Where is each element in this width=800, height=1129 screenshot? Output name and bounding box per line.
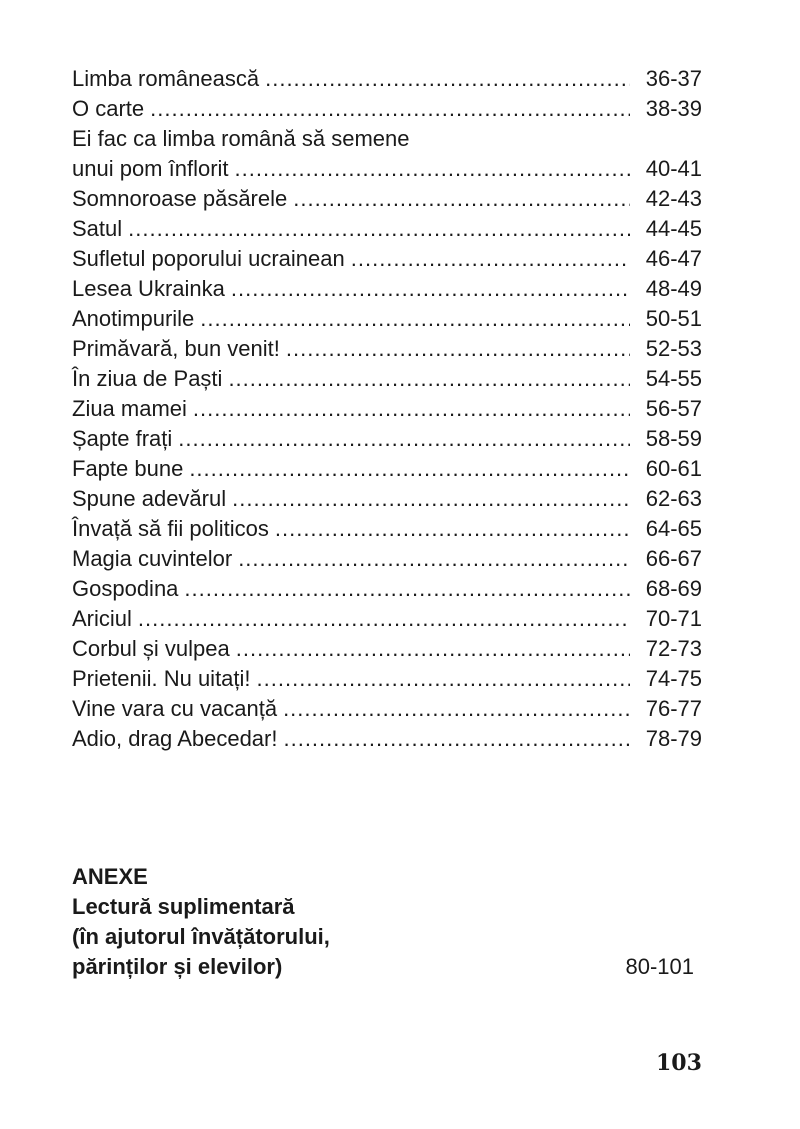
dot-leader xyxy=(184,574,630,604)
dot-leader xyxy=(193,394,630,424)
dot-leader xyxy=(238,544,630,574)
annex-subtitle-line: părinților și elevilor) xyxy=(72,954,283,979)
page-number: 103 xyxy=(656,1050,702,1076)
toc-entry-title: Prietenii. Nu uitați! xyxy=(72,666,251,691)
dot-leader xyxy=(138,604,630,634)
toc-entry xyxy=(72,604,702,634)
toc-entry-title: Fapte bune xyxy=(72,456,184,481)
toc-entry-title: Somnoroase păsărele xyxy=(72,186,288,211)
toc-entry xyxy=(72,394,702,424)
toc-entry xyxy=(72,694,702,724)
dot-leader xyxy=(128,214,630,244)
toc-entry-title: Șapte frați xyxy=(72,426,173,451)
toc-entry-pages: 70-71 xyxy=(645,606,702,631)
toc-entry xyxy=(72,484,702,514)
toc-entry-title: Ariciul xyxy=(72,606,132,631)
annex-page-range: 80-101 xyxy=(625,954,694,979)
annex-last-line xyxy=(72,952,702,982)
toc-entry xyxy=(72,244,702,274)
toc-entry xyxy=(72,634,702,664)
toc-entry-title: Gospodina xyxy=(72,576,179,601)
toc-entry-title: Adio, drag Abecedar! xyxy=(72,726,278,751)
dot-leader xyxy=(232,484,630,514)
toc-entry-pages: 46-47 xyxy=(645,246,702,271)
toc-entry-title: unui pom înflorit xyxy=(72,156,229,181)
toc-entry xyxy=(72,424,702,454)
toc-entry-title: Spune adevărul xyxy=(72,486,227,511)
toc-entry-pages: 60-61 xyxy=(645,456,702,481)
toc-entry-title: Sufletul poporului ucrainean xyxy=(72,246,345,271)
dot-leader xyxy=(236,634,630,664)
toc-entry xyxy=(72,334,702,364)
toc-entry-title: Primăvară, bun venit! xyxy=(72,336,280,361)
dot-leader xyxy=(257,664,630,694)
annex-heading: ANEXE xyxy=(72,864,148,889)
toc-entry-title: Magia cuvintelor xyxy=(72,546,233,571)
toc-entry-pages: 72-73 xyxy=(645,636,702,661)
table-of-contents xyxy=(72,64,702,754)
toc-entry-title: Ei fac ca limba română să semene xyxy=(72,126,410,151)
toc-entry-pages: 44-45 xyxy=(645,216,702,241)
toc-entry-pages: 62-63 xyxy=(645,486,702,511)
toc-entry-pages: 78-79 xyxy=(645,726,702,751)
toc-entry-pages: 50-51 xyxy=(645,306,702,331)
annex-section xyxy=(72,862,702,982)
toc-entry-pages: 66-67 xyxy=(645,546,702,571)
annex-subtitle-line: Lectură suplimentară xyxy=(72,894,295,919)
annex-subtitle-line: (în ajutorul învățătorului, xyxy=(72,924,330,949)
toc-entry-pages: 52-53 xyxy=(645,336,702,361)
toc-entry xyxy=(72,154,702,184)
toc-entry-title: Anotimpurile xyxy=(72,306,195,331)
toc-entry-title: O carte xyxy=(72,96,145,121)
toc-entry-pages: 76-77 xyxy=(645,696,702,721)
toc-entry-title: În ziua de Paști xyxy=(72,366,223,391)
dot-leader xyxy=(235,154,630,184)
toc-entry-title: Lesea Ukrainka xyxy=(72,276,225,301)
toc-entry-pages: 38-39 xyxy=(645,96,702,121)
toc-entry xyxy=(72,724,702,754)
toc-entry-title: Corbul și vulpea xyxy=(72,636,230,661)
toc-entry xyxy=(72,454,702,484)
dot-leader xyxy=(178,424,630,454)
dot-leader xyxy=(200,304,630,334)
toc-entry xyxy=(72,664,702,694)
dot-leader xyxy=(283,724,630,754)
dot-leader xyxy=(351,244,630,274)
toc-entry xyxy=(72,304,702,334)
toc-entry-pages: 54-55 xyxy=(645,366,702,391)
dot-leader xyxy=(265,64,630,94)
dot-leader xyxy=(275,514,630,544)
toc-entry-title: Învață să fii politicos xyxy=(72,516,269,541)
dot-leader xyxy=(283,694,630,724)
toc-entry xyxy=(72,574,702,604)
toc-entry-title: Satul xyxy=(72,216,123,241)
toc-entry xyxy=(72,544,702,574)
toc-entry-pages: 42-43 xyxy=(645,186,702,211)
toc-entry xyxy=(72,514,702,544)
toc-entry-title: Limba românească xyxy=(72,66,260,91)
toc-entry-title: Ziua mamei xyxy=(72,396,187,421)
dot-leader xyxy=(228,364,630,394)
toc-entry-pages: 68-69 xyxy=(645,576,702,601)
toc-entry-pages: 64-65 xyxy=(645,516,702,541)
toc-entry-pages: 36-37 xyxy=(645,66,702,91)
toc-entry xyxy=(72,184,702,214)
toc-entry xyxy=(72,124,702,154)
dot-leader xyxy=(286,334,630,364)
dot-leader xyxy=(150,94,630,124)
toc-entry-title: Vine vara cu vacanță xyxy=(72,696,278,721)
toc-entry-pages: 74-75 xyxy=(645,666,702,691)
dot-leader xyxy=(293,184,630,214)
toc-entry xyxy=(72,274,702,304)
toc-entry-pages: 58-59 xyxy=(645,426,702,451)
toc-entry-pages: 48-49 xyxy=(645,276,702,301)
toc-entry xyxy=(72,364,702,394)
toc-entry xyxy=(72,94,702,124)
toc-entry xyxy=(72,64,702,94)
dot-leader xyxy=(231,274,630,304)
toc-entry-pages: 40-41 xyxy=(645,156,702,181)
toc-entry xyxy=(72,214,702,244)
toc-entry-pages: 56-57 xyxy=(645,396,702,421)
dot-leader xyxy=(189,454,630,484)
